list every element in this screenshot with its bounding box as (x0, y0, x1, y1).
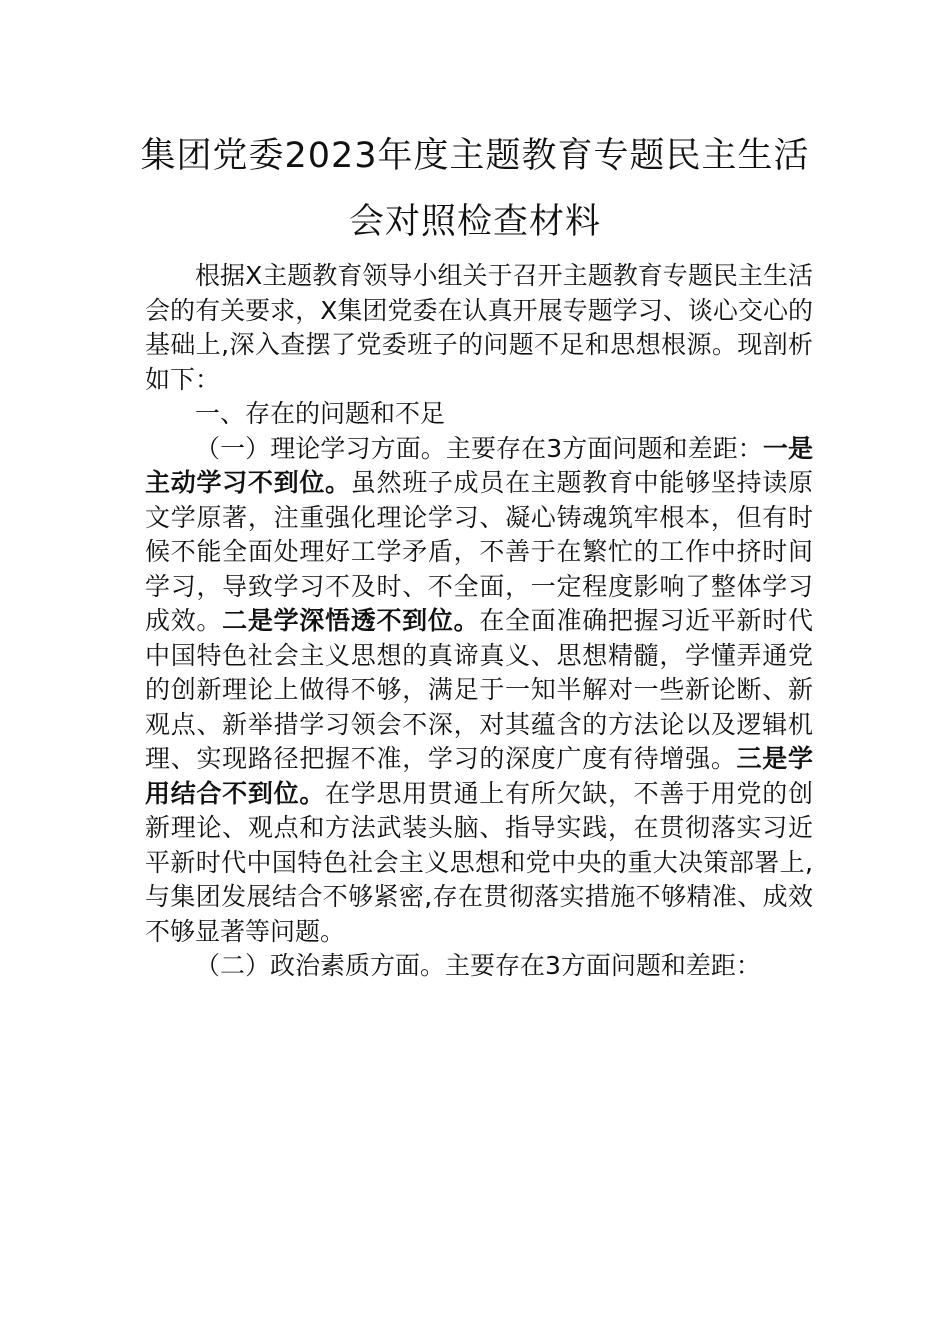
intro-paragraph: 根据X主题教育领导小组关于召开主题教育专题民主生活会的有关要求，X集团党委在认真开展专题学习、谈心交心的基础上,深入查摆了党委班子的问题不足和思想根源。现剖析如下： (145, 261, 813, 394)
point-2-text: 在全面准确把握习近平新时代中国特色社会主义思想的真谛真义、思想精髓，学懂弄通党的创新理论上做得不够，满足于一知半解对一些新论断、新观点、新举措学习领会不深，对其蕴含的方法论以及逻辑机理、实现路径把握不准，学习的深度广度有待增强。 (145, 606, 813, 773)
paragraph-political-quality: （二）政治素质方面。主要存在3方面问题和差距： (195, 951, 761, 980)
document-body (145, 259, 813, 984)
paragraph-theory-study (145, 432, 813, 950)
section-heading-problems: 一、存在的问题和不足 (195, 399, 446, 428)
point-1-title: 一是主动学习不到位。 (145, 433, 813, 497)
document-title-line-2: 会对照检查材料 (348, 202, 601, 242)
theory-study-lead: （一）理论学习方面。主要存在3方面问题和差距： (195, 433, 763, 463)
point-1-text: 虽然班子成员在主题教育中能够坚持读原文学原著，注重强化理论学习、凝心铸魂筑牢根本，但有时候不能全面处理好工学矛盾，不善于在繁忙的工作中挤时间学习，导致学习不及时、不全面，一定程度影响了整体学习成效。 (145, 468, 813, 635)
point-3-title: 三是学用结合不到位。 (145, 744, 813, 808)
point-2-title: 二是学深悟透不到位。 (222, 606, 480, 635)
point-3-text: 在学思用贯通上有所欠缺，不善于用党的创新理论、观点和方法武装头脑、指导实践，在贯彻落实习近平新时代中国特色社会主义思想和党中央的重大决策部署上,与集团发展结合不够紧密,存在贯彻落实措施不够精准、成效不够显著等问题。 (145, 778, 813, 946)
document-title-line-1: 集团党委2023年度主题教育专题民主生活 (140, 136, 810, 176)
